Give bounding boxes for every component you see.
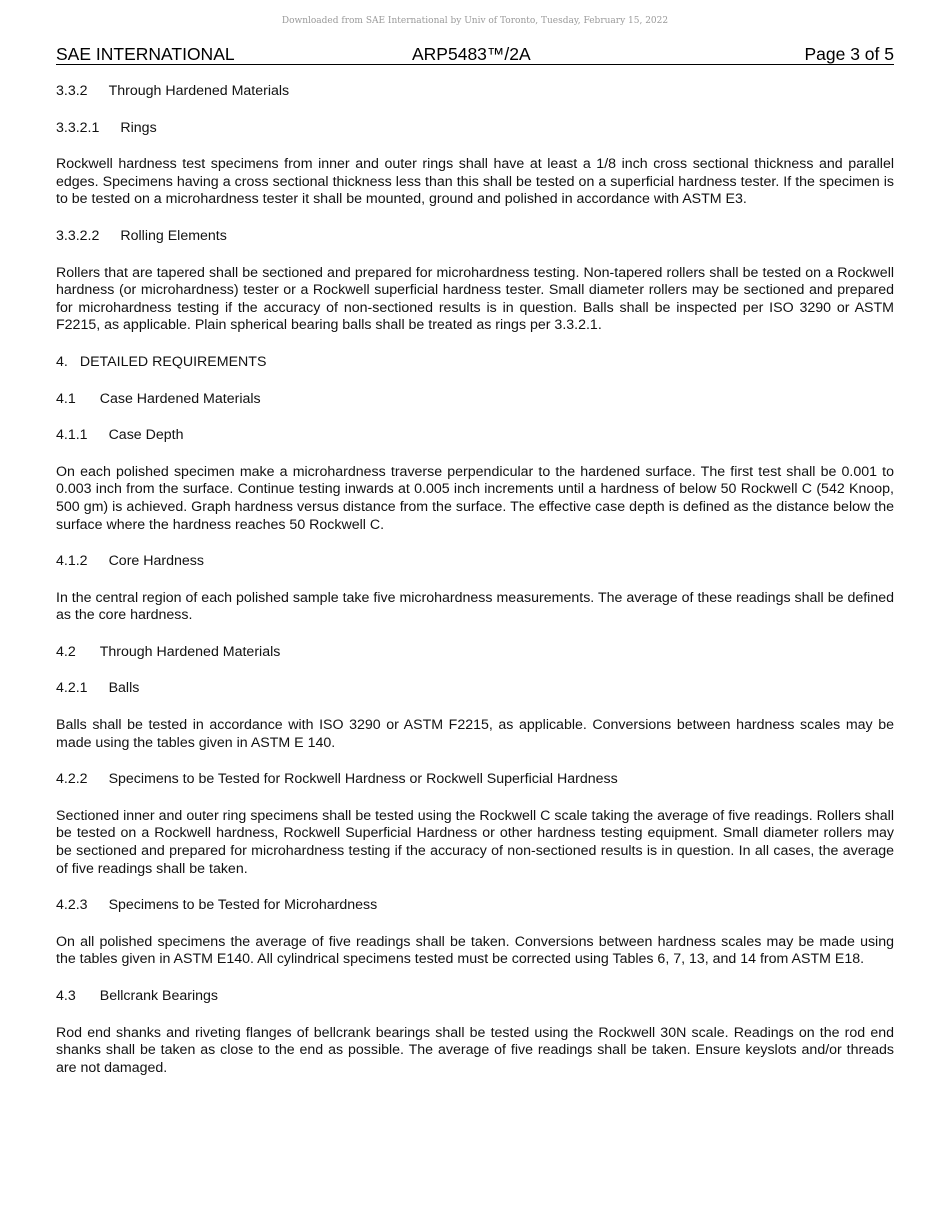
section-title: Bellcrank Bearings: [99, 988, 219, 1004]
body-paragraph: Rollers that are tapered shall be sectioned and prepared for microhardness testing. Non-tapered rollers shall be tested on a Rockwell hardness (or microhardness) tester or a Rockwell superficial hardness tester. Small diameter rollers may be sectioned and prepared for microhardness testing if the accuracy of non-sectioned results is in question. Balls shall be inspected per ISO 3290 or ASTM F2215, as applicable. Plain spherical bearing balls shall be treated as rings per 3.3.2.1.: [56, 264, 894, 334]
header-page-number: Page 3 of 5: [804, 44, 894, 64]
section-title: Balls: [108, 680, 140, 697]
section-title: Case Depth: [108, 427, 184, 444]
section-number: 4.1: [56, 390, 76, 407]
section-heading: [56, 83, 894, 101]
section-heading: [56, 644, 894, 662]
download-watermark: Downloaded from SAE International by Univ of Toronto, Tuesday, February 15, 2022: [281, 16, 669, 26]
section-heading: [56, 120, 894, 138]
document-body: [56, 83, 894, 1096]
section-number: 4.2.1: [56, 680, 88, 697]
section-heading: [56, 427, 894, 445]
section-heading: [56, 988, 894, 1006]
section-number: 4.1.1: [56, 427, 88, 444]
section-number: 4.3: [56, 988, 76, 1004]
section-title: Case Hardened Materials: [99, 390, 261, 407]
body-paragraph: Balls shall be tested in accordance with ISO 3290 or ASTM F2215, as applicable. Conversions between hardness scales may be made using the tables given in ASTM E 140.: [56, 717, 894, 751]
body-paragraph: In the central region of each polished sample take five microhardness measurements. The average of these readings shall be defined as the core hardness.: [56, 589, 894, 624]
section-title: Rings: [120, 119, 157, 136]
body-paragraph: Sectioned inner and outer ring specimens shall be tested using the Rockwell C scale taking the average of five readings. Rollers shall be tested on a Rockwell hardness, Rockwell Superficial Hardness or other hardness testing equipment. Small diameter rollers may be sectioned and prepared for microhardness testing if the accuracy of non-sectioned results is in question. In all cases, the average of five readings shall be taken.: [56, 807, 894, 877]
section-number: 3.3.2.1: [56, 119, 100, 136]
section-title: Core Hardness: [108, 553, 204, 570]
section-number: 4.2.2: [56, 771, 88, 788]
section-number: 3.3.2: [56, 83, 88, 99]
section-heading: [56, 553, 894, 571]
section-heading: [56, 354, 894, 372]
body-paragraph: On all polished specimens the average of five readings shall be taken. Conversions between hardness scales may be made using the tables given in ASTM E140. All cylindrical specimens tested must be corrected using Tables 6, 7, 13, and 14 from ASTM E18.: [56, 933, 894, 968]
section-title: Specimens to be Tested for Microhardness: [108, 897, 378, 914]
body-paragraph: Rod end shanks and riveting flanges of bellcrank bearings shall be tested using the Rockwell 30N scale. Readings on the rod end shanks shall be taken as close to the end as possible. The average of five readings shall be taken. Ensure keyslots and/or threads are not damaged.: [56, 1024, 894, 1076]
header-org: SAE INTERNATIONAL: [56, 44, 235, 64]
section-title: Through Hardened Materials: [99, 643, 281, 660]
body-paragraph: On each polished specimen make a microhardness traverse perpendicular to the hardened surface. The first test shall be 0.001 to 0.003 inch from the surface. Continue testing inwards at 0.005 inch increments until a hardness of below 50 Rockwell C (542 Knoop, 500 gm) is achieved. Graph hardness versus distance from the surface. The effective case depth is defined as the distance below the surface where the hardness reaches 50 Rockwell C.: [56, 463, 894, 533]
section-title: DETAILED REQUIREMENTS: [79, 353, 267, 370]
section-title: Through Hardened Materials: [108, 83, 290, 99]
section-title: Specimens to be Tested for Rockwell Hardness or Rockwell Superficial Hardness: [108, 771, 618, 788]
section-heading: [56, 680, 894, 698]
section-heading: [56, 771, 894, 789]
page-header: [56, 44, 894, 65]
section-heading: [56, 228, 894, 246]
header-doc-id: ARP5483™/2A: [412, 44, 531, 64]
section-number: 3.3.2.2: [56, 227, 100, 244]
section-number: 4.2.3: [56, 897, 88, 914]
section-number: 4.2: [56, 643, 76, 660]
body-paragraph: Rockwell hardness test specimens from inner and outer rings shall have at least a 1/8 inch cross sectional thickness and parallel edges. Specimens having a cross sectional thickness less than this shall be tested on a superficial hardness tester. If the specimen is to be tested on a microhardness tester it shall be mounted, ground and polished in accordance with ASTM E3.: [56, 156, 894, 208]
section-number: 4.1.2: [56, 553, 88, 570]
section-heading: [56, 897, 894, 915]
section-number: 4.: [56, 353, 68, 370]
section-title: Rolling Elements: [120, 227, 227, 244]
section-heading: [56, 391, 894, 409]
